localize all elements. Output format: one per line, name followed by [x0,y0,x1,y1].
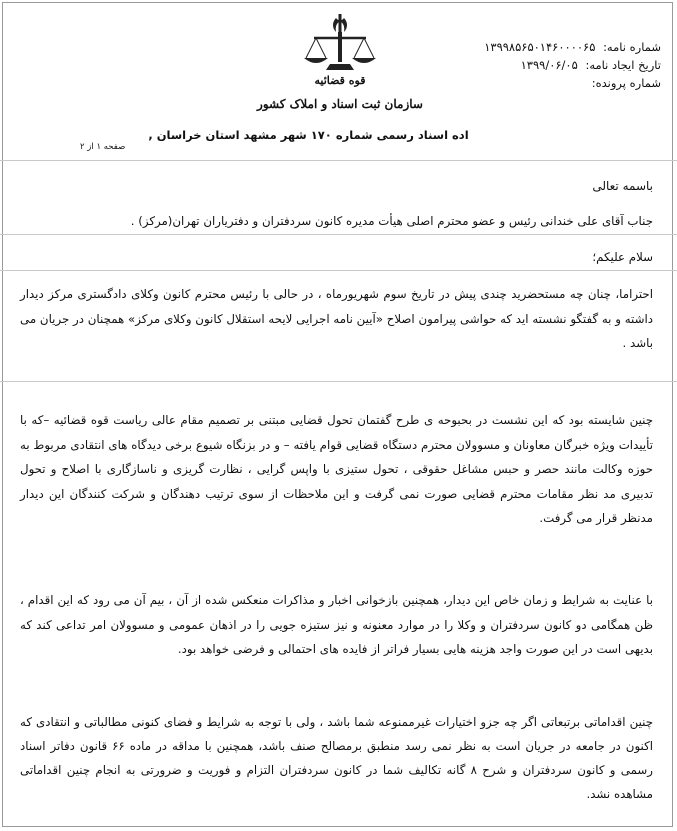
created-date: ۱۳۹۹/۰۶/۰۵ [520,58,578,72]
file-number-label: شماره پرونده: [591,76,661,90]
greeting: سلام علیکم؛ [592,250,653,264]
letter-number: ۱۳۹۹۸۵۶۵۰۱۴۶۰۰۰۰۶۵ [484,40,596,54]
org-line-1: قوه قضائیه [314,74,366,87]
office-line: اده اسناد رسمی شماره ۱۷۰ شهر مشهد استان خراسان , [148,128,469,142]
letter-number-label: شماره نامه: [603,40,661,54]
basmala: باسمه تعالی [592,179,653,193]
addressee: جناب آقای علی خندانی رئیس و عضو محترم اصلی هیأت مدیره کانون سردفتران و دفترياران تهران(مرکز) . [130,214,653,228]
created-date-row [431,56,661,74]
page-indicator: صفحه ۱ از ۲ [80,142,126,152]
created-date-label: تاریخ ایجاد نامه: [585,58,661,72]
divider-1 [0,234,677,235]
org-line-2: سازمان ثبت اسناد و املاک کشور [257,97,423,111]
paragraph-3: با عنایت به شرایط و زمان خاص این دیدار، همچنین بازخوانی اخبار و مذاکرات منعکس شده از آن ، بیم آن می رود که این اقدام ، ظن همگامی دو کانون سردفتران و وکلا را در موارد معنونه و نیز ستیزه جویی را در اذهان عمومی و مسوولان امر تداعی کند که بدیهی است در این صورت واجد هزینه هایی بسیار فراتر از فایده های احتمالی و فرضی خواهد بود. [20,593,653,656]
paragraph-4: چنین اقداماتی برتبعاتی اگر چه جزو اختیارات غیرممنوعه شما باشد ، ولی با توجه به شرایط و فضای کنونی مطالباتی و انتقادی که اکنون در جامعه در جریان است به نظر نمی رسد منطبق برمصالح صنف باشد، همچنین با مداقه در ماده ۶۶ قانون دفاتر اسناد رسمی و کانون سردفتران و شرح ۸ گانه تکالیف شما در کانون سردفتران التزام و فوریت و ضرورتی به انجام چنین اقداماتی مشاهده نشد. [20,715,653,801]
divider-2 [0,270,677,271]
letter-meta [431,38,661,92]
header-divider [0,160,677,161]
file-number-row [431,74,661,92]
divider-3 [0,381,677,382]
letter-number-row [431,38,661,56]
paragraph-1: احتراما، چنان چه مستحضرید چندی پیش در تاریخ سوم شهریورماه ، در حالی با رئیس محترم کانون وکلای دادگستری مرکز دیدار داشته و به گفتگو نشسته اید که حواشی پیرامون اصلاح «آیین نامه اجرایی لایحه استقلال کانون وکلای مرکز» همچنان در جریان می باشد . [20,287,653,350]
organization-name [250,72,430,111]
paragraph-2: چنین شایسته بود که این نشست در بحبوحه ی طرح گفتمان تحول قضایی مبتنی بر تصمیم مقام عالی ریاست قوه قضائیه –که با تأییدات ویژه خبرگان معاونان و مسوولان محترم دستگاه قضایی قوام یافته – و در بزنگاه شیوع برخی دیدگاه های انتقادی مربوط به حوزه وکالت مانند حصر و حبس مشاغل حقوقی ، تحول ستیزی با واپس گرایی ، نظارت گریزی و ناسازگاری با اصلاح و تحول تدبیری مد نظر مقامات محترم قضایی صورت نمی گرفت و این ملاحظات از سوی ترتیب دهندگان و شرکت کنندگان این دیدار مدنظر قرار می گرفت. [20,413,653,525]
